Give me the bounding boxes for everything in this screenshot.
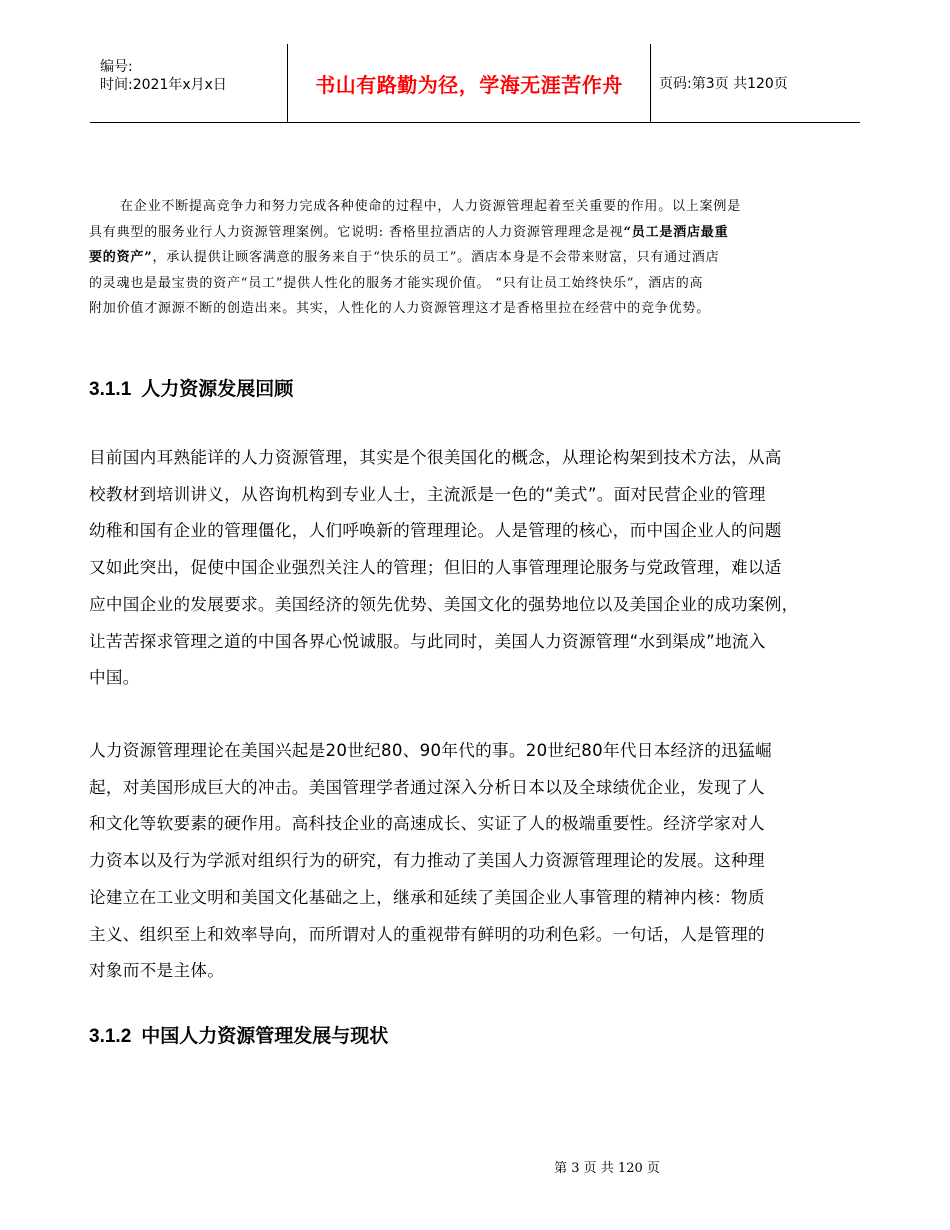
header-page-info: 页码:第3页 共120页 [659,76,788,92]
body-paragraph-2 [89,733,864,990]
header-number-label: 编号: [100,59,133,75]
section-number: 3.1.1 [89,379,132,400]
header-motto: 书山有路勤为径，学海无涯苦作舟 [287,44,651,122]
paragraph-line: 让苦苦探求管理之道的中国各界心悦诚服。与此同时，美国人力资源管理“水到渠成”地流入 [89,631,766,651]
section-title: 中国人力资源管理发展与现状 [141,1026,389,1047]
intro-emphasis: “员工是酒店最重 [623,224,729,240]
header-time-label: 时间:2021年x月x日 [100,77,227,93]
paragraph-line: 应中国企业的发展要求。美国经济的领先优势、美国文化的强势地位以及美国企业的成功案例， [89,594,799,614]
paragraph-line: 力资本以及行为学派对组织行为的研究，有力推动了美国人力资源管理理论的发展。这种理 [89,851,765,871]
intro-paragraph [89,194,864,322]
intro-line: 具有典型的服务业行人力资源管理案例。它说明: 香格里拉酒店的人力资源管理理念是视“员工是酒店最重 [89,224,729,240]
intro-emphasis: 要的资产” [89,250,153,265]
body-paragraph-1 [89,440,864,697]
paragraph-line: 和文化等软要素的硬作用。高科技企业的高速成长、实证了人的极端重要性。经济学家对人 [89,814,765,834]
intro-line: 在企业不断提高竞争力和努力完成各种使命的过程中，人力资源管理起着至关重要的作用。以上案例是 [120,199,742,214]
paragraph-line: 对象而不是主体。 [89,961,225,981]
page-header [90,44,860,123]
paragraph-line: 中国。 [89,668,140,688]
paragraph-line: 校教材到培训讲义，从咨询机构到专业人士，主流派是一色的“美式”。面对民营企业的管理 [89,484,766,504]
section-heading-3-1-1 [89,378,864,402]
paragraph-line: 起，对美国形成巨大的冲击。美国管理学者通过深入分析日本以及全球绩优企业，发现了人 [89,777,765,797]
paragraph-line: 幼稚和国有企业的管理僵化，人们呼唤新的管理理论。人是管理的核心，而中国企业人的问题 [89,521,782,541]
page-footer: 第 3 页 共 120 页 [554,1161,660,1176]
intro-line: 要的资产”，承认提供让顾客满意的服务来自于“快乐的员工”。酒店本身是不会带来财富，只有通过酒店 [89,250,720,265]
paragraph-line: 又如此突出，促使中国企业强烈关注人的管理；但旧的人事管理理论服务与党政管理，难以适 [89,558,782,578]
paragraph-line: 人力资源管理理论在美国兴起是20世纪80、90年代的事。20世纪80年代日本经济的迅猛崛 [89,741,772,760]
paragraph-line: 论建立在工业文明和美国文化基础之上，继承和延续了美国企业人事管理的精神内核：物质 [89,887,765,907]
intro-line: 的灵魂也是最宝贵的资产“员工”提供人性化的服务才能实现价值。 “只有让员工始终快乐”，酒店的高 [89,275,704,291]
paragraph-line: 主义、组织至上和效率导向，而所谓对人的重视带有鲜明的功利色彩。一句话，人是管理的 [89,924,765,944]
section-title: 人力资源发展回顾 [141,379,294,400]
header-meta [90,44,287,122]
section-heading-3-1-2 [89,1025,864,1049]
paragraph-line: 目前国内耳熟能详的人力资源管理，其实是个很美国化的概念，从理论构架到技术方法，从高 [89,448,782,467]
intro-line: 附加价值才源源不断的创造出来。其实，人性化的人力资源管理这才是香格里拉在经营中的竞争优势。 [89,301,711,316]
section-number: 3.1.2 [89,1026,132,1047]
